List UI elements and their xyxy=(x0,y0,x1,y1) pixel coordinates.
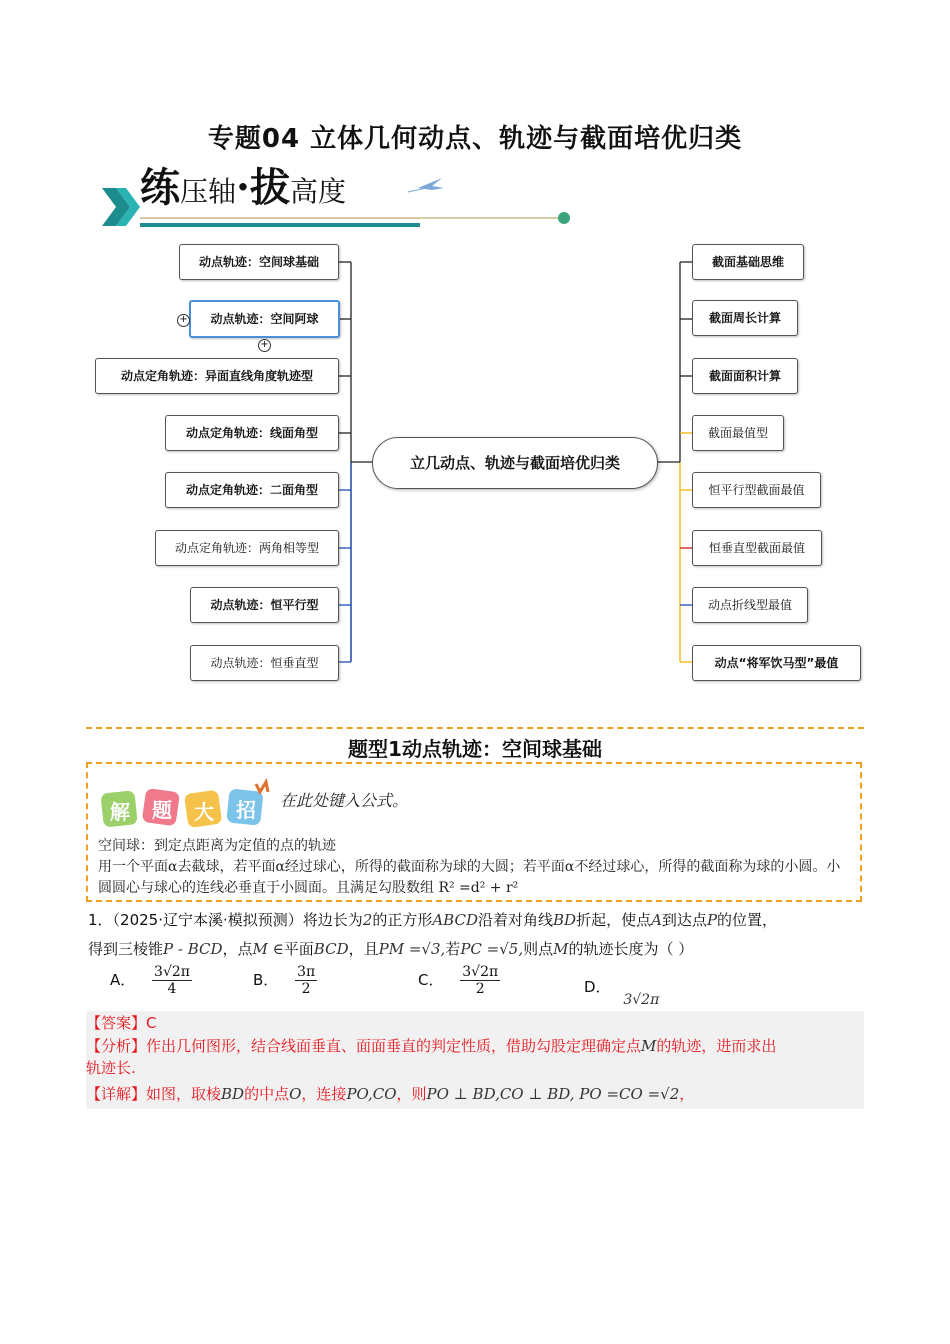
answer-line: 【答案】C xyxy=(86,1014,157,1032)
section-title: 题型1动点轨迹：空间球基础 xyxy=(348,737,602,761)
mindmap-node-left-4[interactable]: 动点定角轨迹：线面角型 xyxy=(165,415,339,451)
mindmap-node-left-7[interactable]: 动点轨迹：恒平行型 xyxy=(190,587,339,623)
tip-icon-4: 招 xyxy=(236,798,256,822)
page-title: 专题04 立体几何动点、轨迹与截面培优归类 xyxy=(207,124,743,154)
analysis-line-2: 轨迹长. xyxy=(86,1059,136,1077)
mindmap-center-node[interactable]: 立几动点、轨迹与截面培优归类 xyxy=(372,437,658,489)
mindmap-node-left-6[interactable]: 动点定角轨迹：两角相等型 xyxy=(155,530,339,566)
question-1 xyxy=(88,906,868,964)
expand-icon[interactable]: + xyxy=(258,339,271,352)
mindmap-node-right-3[interactable]: 截面面积计算 xyxy=(692,358,798,394)
tip-icon-2: 题 xyxy=(152,798,172,822)
option-c[interactable]: C． $\frac{3√2\pi}{2}$ xyxy=(418,964,499,997)
question-stem-line-2: 得到三棱锥P - BCD，点M ∈平面BCD，且PM =√3,若PC =√5,则点M的轨迹长度为（ ） xyxy=(88,940,694,958)
mindmap-node-right-8[interactable]: 动点“将军饮马型”最值 xyxy=(692,645,861,681)
mindmap-node-left-2[interactable]: 动点轨迹：空间阿球 xyxy=(189,300,340,338)
analysis-line: 【分析】作出几何图形，结合线面垂直、面面垂直的判定性质，借助勾股定理确定点M的轨迹，进而求出 xyxy=(86,1037,777,1055)
detail-line: 【详解】如图，取棱BD的中点O，连接PO,CO，则PO ⊥ BD,CO ⊥ BD, PO =CO =√2， xyxy=(86,1085,695,1103)
mindmap-node-right-7[interactable]: 动点折线型最值 xyxy=(692,587,808,623)
plane-icon xyxy=(408,178,444,192)
mindmap-node-right-5[interactable]: 恒平行型截面最值 xyxy=(692,472,821,508)
mindmap-node-left-3[interactable]: 动点定角轨迹：异面直线角度轨迹型 xyxy=(95,358,339,394)
tip-line-1: 空间球：到定点距离为定值的点的轨迹 xyxy=(98,838,336,854)
expand-icon[interactable]: + xyxy=(177,314,190,327)
tip-icon-1: 解 xyxy=(110,800,130,824)
tip-content xyxy=(98,836,854,899)
mindmap-node-left-1[interactable]: 动点轨迹：空间球基础 xyxy=(179,244,339,280)
tip-icon-3: 大 xyxy=(194,800,214,824)
section-divider xyxy=(86,727,864,729)
mindmap-node-right-6[interactable]: 恒垂直型截面最值 xyxy=(692,530,822,566)
mindmap-node-left-8[interactable]: 动点轨迹：恒垂直型 xyxy=(190,645,339,681)
tip-line-2: 用一个平面α去截球，若平面α经过球心，所得的截面称为球的大圆；若平面α不经过球心，所得的截面称为球的小圆。小圆圆心与球心的连线必垂直于小圆面。且满足勾股数组 R² =d² + r² xyxy=(98,859,841,896)
option-a[interactable]: A． $\frac{3√2\pi}{4}$ xyxy=(110,964,190,997)
mindmap-node-right-2[interactable]: 截面周长计算 xyxy=(692,300,798,336)
question-stem-line-1: 1．（2025·辽宁本溪·模拟预测）将边长为2的正方形ABCD沿着对角线BD折起，使点A到达点P的位置， xyxy=(88,911,778,929)
mindmap-node-left-5[interactable]: 动点定角轨迹：二面角型 xyxy=(165,472,339,508)
option-d[interactable]: D． 3√2π xyxy=(584,978,660,1008)
formula-placeholder[interactable]: 在此处键入公式。 xyxy=(280,791,409,810)
banner-text: 练压轴·拔高度 xyxy=(140,164,346,211)
option-b[interactable]: B． $\frac{3\pi}{2}$ xyxy=(253,964,316,997)
answer-block xyxy=(86,1011,864,1109)
mindmap-node-right-1[interactable]: 截面基础思维 xyxy=(692,244,804,280)
mindmap-node-right-4[interactable]: 截面最值型 xyxy=(692,415,784,451)
